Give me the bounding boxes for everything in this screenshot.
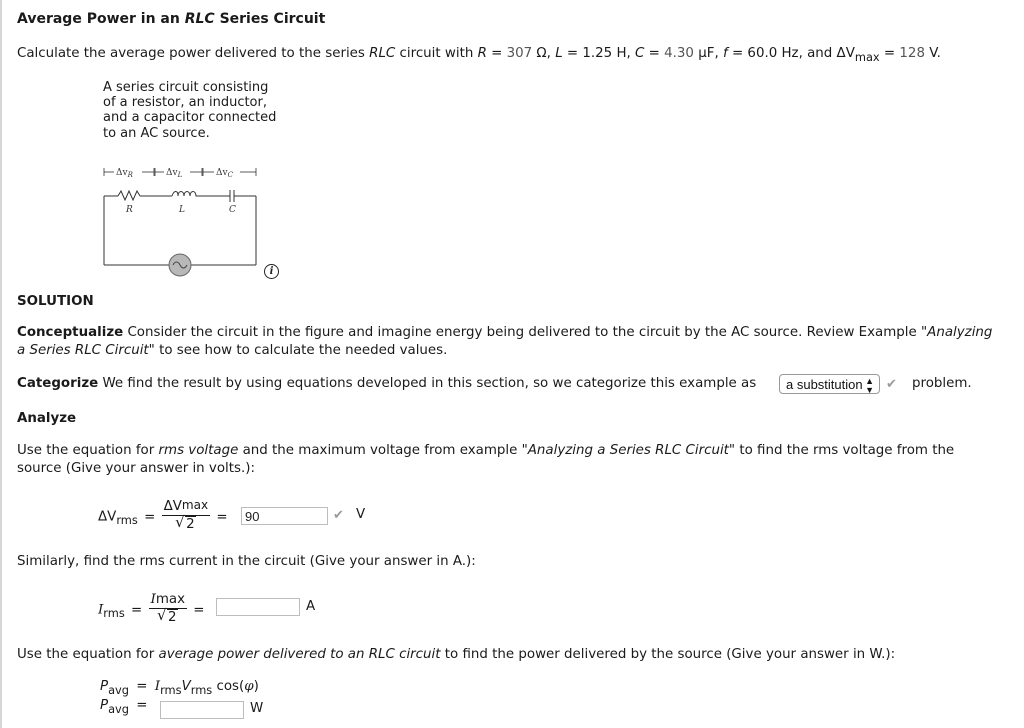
label-delta-vr: $\Delta v_R$ bbox=[116, 168, 133, 179]
figure-caption: A series circuit consisting of a resistor, an inductor, and a capacitor connected to an AC source. bbox=[103, 80, 277, 141]
given-vmax: 128 bbox=[899, 46, 925, 61]
conceptualize-line1: Conceptualize Consider the circuit in the figure and imagine energy being delivered to the circuit by the AC source. Review Example "Analyzing bbox=[17, 325, 993, 340]
pavg-equation: $P_{avg} = I_{rms}V_{rms}$ cos(φ) bbox=[100, 679, 259, 697]
pavg-answer-input[interactable] bbox=[160, 701, 244, 719]
vrms-unit: V bbox=[356, 507, 366, 522]
label-delta-vc: $\Delta v_C$ bbox=[216, 168, 233, 179]
label-c: C bbox=[229, 205, 236, 215]
rlc-circuit-diagram bbox=[98, 162, 268, 277]
label-r: R bbox=[126, 205, 133, 215]
problem-type-select[interactable]: a substitution ▲ ▼ bbox=[779, 374, 880, 394]
vrms-equation: $\Delta V_{rms}$ = ΔVmax √ 2 = bbox=[98, 500, 228, 533]
step2-instruction: Similarly, find the rms current in the circuit (Give your answer in A.): bbox=[17, 554, 476, 569]
solution-heading: SOLUTION bbox=[17, 294, 94, 309]
categorize-suffix: problem. bbox=[912, 376, 972, 391]
irms-unit: A bbox=[306, 599, 316, 614]
step1-instruction-line2: source (Give your answer in volts.): bbox=[17, 461, 255, 476]
info-icon[interactable]: i bbox=[264, 264, 279, 279]
label-delta-vl: $\Delta v_L$ bbox=[166, 168, 183, 179]
problem-statement: Calculate the average power delivered to the series RLC circuit with R = 307 Ω, L = 1.25 H, C = 4.30 μF, f = 60.0 Hz, and $\Delta V_{max} = 128$ V. bbox=[17, 46, 941, 64]
irms-equation: $I_{rms}$ = Imax √ 2 = bbox=[98, 593, 205, 626]
page-title: Average Power in an RLC Series Circuit bbox=[17, 11, 326, 27]
given-resistance: 307 bbox=[506, 46, 533, 61]
irms-answer-input[interactable] bbox=[216, 598, 300, 616]
vrms-answer-input[interactable] bbox=[241, 507, 328, 525]
select-arrows-icon: ▲ ▼ bbox=[865, 376, 874, 395]
conceptualize-line2: a Series RLC Circuit" to see how to calculate the needed values. bbox=[17, 343, 448, 358]
categorize-text: Categorize We find the result by using equations developed in this section, so we categorize this example as bbox=[17, 376, 757, 391]
correct-check-icon: ✔ bbox=[333, 508, 344, 523]
pavg-answer-label: $P_{avg}$ = bbox=[100, 698, 148, 716]
correct-check-icon: ✔ bbox=[886, 377, 897, 392]
ac-source-icon bbox=[169, 254, 191, 276]
left-border bbox=[0, 0, 2, 728]
step3-instruction: Use the equation for average power delivered to an RLC circuit to find the power delivered by the source (Give your answer in W.): bbox=[17, 647, 896, 662]
given-capacitance: 4.30 bbox=[664, 46, 694, 61]
analyze-heading: Analyze bbox=[17, 411, 77, 426]
inductor-symbol bbox=[172, 192, 202, 197]
label-l: L bbox=[179, 205, 185, 215]
step1-instruction-line1: Use the equation for rms voltage and the maximum voltage from example "Analyzing a Series RLC Circuit" to find the rms voltage from the bbox=[17, 443, 955, 458]
pavg-unit: W bbox=[250, 701, 264, 716]
resistor-symbol bbox=[118, 191, 140, 200]
